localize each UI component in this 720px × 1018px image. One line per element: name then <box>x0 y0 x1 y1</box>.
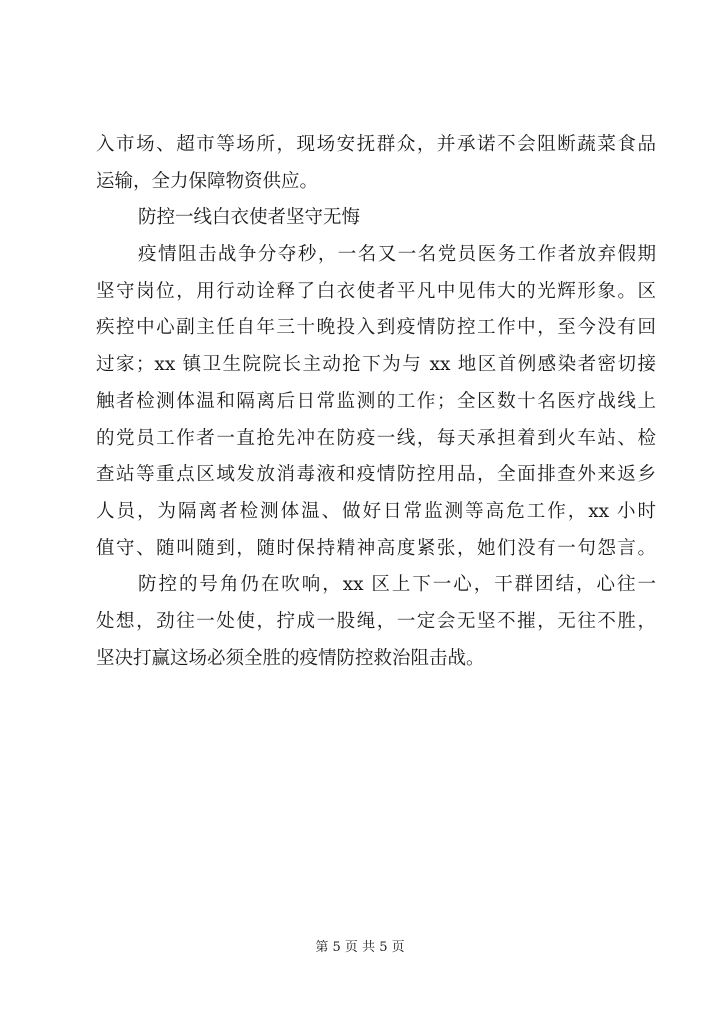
text-line: 坚决打赢这场必须全胜的疫情防控救治阻击战。 <box>96 647 485 669</box>
text-line: 防控的号角仍在吹响，xx 区上下一心，干群团结，心往一 <box>138 574 656 596</box>
text-line: 疫情阻击战争分夺秒，一名又一名党员医务工作者放弃假期 <box>138 244 656 266</box>
text-line: 值守、随叫随到，随时保持精神高度紧张，她们没有一句怨言。 <box>96 537 656 559</box>
text-line: 运输，全力保障物资供应。 <box>96 170 319 192</box>
text-line: 处想，劲往一处使，拧成一股绳，一定会无坚不摧，无往不胜， <box>96 610 656 632</box>
text-line: 入市场、超市等场所，现场安抚群众，并承诺不会阻断蔬菜食品 <box>96 134 656 155</box>
text-line: 的党员工作者一直抢先冲在防疫一线，每天承担着到火车站、检 <box>96 427 656 449</box>
page-number-footer: 第 5 页 共 5 页 <box>315 940 405 955</box>
text-line: 查站等重点区域发放消毒液和疫情防控用品，全面排查外来返乡 <box>96 464 656 486</box>
text-line: 过家；xx 镇卫生院院长主动抢下为与 xx 地区首例感染者密切接 <box>96 354 656 376</box>
text-line: 疾控中心副主任自年三十晚投入到疫情防控工作中，至今没有回 <box>96 317 656 339</box>
text-line: 触者检测体温和隔离后日常监测的工作；全区数十名医疗战线上 <box>96 390 656 412</box>
section-heading: 防控一线白衣使者坚守无悔 <box>138 207 361 229</box>
document-body <box>96 127 656 677</box>
text-line: 人员，为隔离者检测体温、做好日常监测等高危工作，xx 小时 <box>96 500 656 522</box>
text-line: 坚守岗位，用行动诠释了白衣使者平凡中见伟大的光辉形象。区 <box>96 280 656 302</box>
